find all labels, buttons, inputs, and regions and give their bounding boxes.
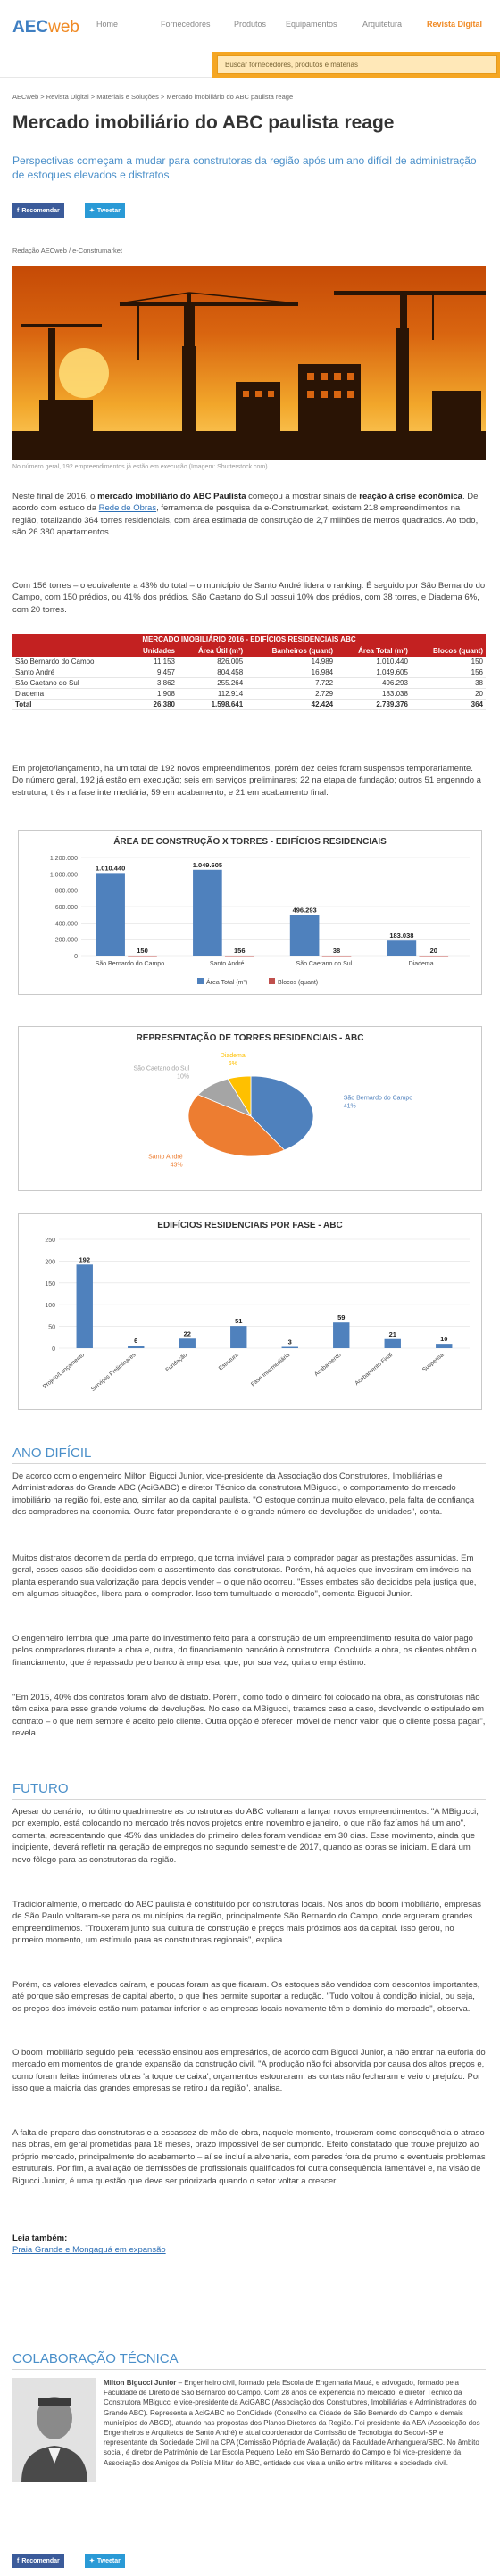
nav-item-arquitetura[interactable]: Arquitetura — [362, 20, 403, 29]
table-cell: 11.153 — [127, 657, 178, 667]
twitter-icon: ✦ — [89, 2558, 95, 2564]
table-total-row — [12, 700, 486, 710]
y-tick-label: 600.000 — [54, 905, 78, 911]
data-label: 59 — [338, 1313, 346, 1322]
data-label: 183.038 — [389, 932, 414, 940]
table-cell: 255.264 — [178, 678, 246, 689]
x-tick-label: São Bernardo do Campo — [95, 961, 165, 967]
paragraph-4: De acordo com o engenheiro Milton Bigucci Junior, vice-presidente da Associação dos Construtores, Imobiliárias e Administradoras do Grande ABC (AciGABC) e diretor Técnico da construtora MBigucci, o comportamento do mercado imobiliário na região foi, este ano, similar ao da capital paulista. "O estoque continua muito elevado, pela falta de confiança dos compradores na economia. Outro fator preponderante é o grande número de devoluções de unidades", conta. — [12, 1471, 475, 1518]
article-byline: Redação AECweb / e-Construmarket — [12, 246, 122, 254]
bar — [282, 1347, 298, 1348]
hero-construction-photo — [12, 266, 486, 460]
table-cell: São Caetano do Sul — [12, 678, 127, 689]
table-cell: São Bernardo do Campo — [12, 657, 127, 667]
x-tick-label: Fase Intermediária — [250, 1352, 292, 1388]
y-tick-label: 1.200.000 — [49, 856, 78, 862]
data-label: 21 — [388, 1329, 396, 1338]
table-title: MERCADO IMOBILIÁRIO 2016 - EDIFÍCIOS RESIDENCIAIS ABC — [12, 634, 486, 645]
table-cell: 156 — [411, 667, 486, 678]
article-lead: Perspectivas começam a mudar para construtoras da região após um ano difícil de administração de estoques elevados e distratos — [12, 154, 477, 182]
table-cell: 14.989 — [246, 657, 336, 667]
table-cell: 16.984 — [246, 667, 336, 678]
data-label: 156 — [234, 946, 246, 955]
legend-label: Blocos (quant) — [278, 980, 319, 986]
section-heading-colaboracao: COLABORAÇÃO TÉCNICA — [12, 2351, 486, 2370]
chart3-title: EDIFÍCIOS RESIDENCIAIS POR FASE - ABC — [157, 1221, 343, 1230]
slice-pct: 10% — [177, 1073, 190, 1081]
nav-item-home[interactable]: Home — [96, 20, 119, 29]
table-cell: 1.908 — [127, 689, 178, 700]
paragraph-intro: Neste final de 2016, o mercado imobiliário do ABC Paulista começou a mostrar sinais de reação à crise econômica. De acordo com estudo da Rede de Obras, ferramenta de pesquisa da e-Construmarket, existem 218 empreendimentos na região, totalizando 364 torres residenciais, com área estimada de construção de 2,7 milhões de metros quadrados. Ao todo, são 26.380 apartamentos. — [12, 492, 479, 538]
chart-buildings-by-phase — [18, 1213, 482, 1410]
table-row — [12, 689, 486, 700]
twitter-icon: ✦ — [89, 208, 95, 214]
slice-label: São Bernardo do Campo — [343, 1095, 413, 1102]
data-label: 192 — [79, 1255, 91, 1264]
bar — [436, 1344, 452, 1348]
data-label: 51 — [235, 1317, 243, 1326]
bar — [193, 870, 222, 956]
breadcrumb: AECweb > Revista Digital > Materiais e Soluções > Mercado imobiliário do ABC paulista reage — [12, 93, 294, 101]
slice-label: Santo André — [148, 1154, 183, 1161]
bar — [230, 1326, 246, 1348]
paragraph-12: A falta de preparo das construtoras e a escassez de mão de obra, naquele momento, trouxeram como consequência o atraso nas obras, em geral prometidas para 18 meses, prazo impossível de ser cumprido. Efeito constatado que trouxe prejuízo ao próprio mercado, principalmente do acabamento – aí se incluí a alvenaria, com paredes fora de prumo e eventuais problemas estruturais. Por fim, a avaliação de demissões de profissionais qualificados foi outra consequência lamentável e, na visão de Bigucci Junior, é uma questão que deve ser priorizada quando o setor voltar a crescer. — [12, 2128, 486, 2186]
table-header-cell: Banheiros (quant) — [246, 645, 336, 657]
table-header-cell — [12, 645, 127, 657]
table-cell: 112.914 — [178, 689, 246, 700]
chart1-title: ÁREA DE CONSTRUÇÃO X TORRES - EDIFÍCIOS RESIDENCIAIS — [113, 837, 387, 847]
bar — [290, 915, 320, 956]
data-label: 1.049.605 — [192, 860, 223, 869]
data-label: 38 — [332, 946, 341, 955]
table-cell: Santo André — [12, 667, 127, 678]
read-also-label: Leia também: — [12, 2233, 68, 2243]
x-tick-label: Diadema — [408, 961, 434, 967]
data-label: 20 — [429, 946, 438, 955]
table-row — [12, 657, 486, 667]
rede-de-obras-link[interactable]: Rede de Obras — [98, 503, 157, 514]
slice-pct: 6% — [228, 1061, 238, 1068]
y-tick-label: 100 — [45, 1303, 55, 1310]
nav-item-produtos[interactable]: Produtos — [234, 20, 267, 29]
y-tick-label: 150 — [45, 1280, 55, 1288]
x-tick-label: Acabamento — [313, 1352, 343, 1378]
bar — [333, 1322, 349, 1348]
bar — [179, 1338, 196, 1348]
paragraph-11: O boom imobiliário seguido pela recessão ensinou aos empresários, de acordo com Bigucci Junior, a não entrar na euforia do mercado em momentos de grande expansão da construção civil. "A produção não foi absorvida por causa dos altos preços e, como foram feitas inúmeras obras 'a toque de caixa', orçamentos estouraram, as contas não fecharam e veio o prejuízo. Por isso que a maioria das grandes empresas se retirou da região", analisa. — [12, 2048, 486, 2094]
table-cell: 1.598.641 — [178, 700, 246, 710]
chart2-title: REPRESENTAÇÃO DE TORRES RESIDENCIAIS - ABC — [136, 1033, 364, 1043]
slice-pct: 43% — [170, 1162, 183, 1169]
table-cell: 38 — [411, 678, 486, 689]
x-tick-label: São Caetano do Sul — [296, 961, 353, 967]
table-cell: 2.739.376 — [336, 700, 411, 710]
bar — [128, 956, 157, 957]
section-heading-ano-dificil: ANO DIFÍCIL — [12, 1445, 486, 1464]
x-tick-label: Serviços Preliminares — [89, 1352, 138, 1393]
legend-swatch — [197, 978, 204, 984]
table-cell: Total — [12, 700, 127, 710]
x-tick-label: Estrutura — [217, 1352, 240, 1372]
x-tick-label: Suspensa — [421, 1352, 446, 1374]
bar — [96, 873, 125, 956]
table-cell: 804.458 — [178, 667, 246, 678]
y-tick-label: 400.000 — [54, 921, 78, 928]
table-row — [12, 678, 486, 689]
photo-caption: No número geral, 192 empreendimentos já estão em execução (Imagem: Shutterstock.com) — [12, 464, 268, 470]
article-title: Mercado imobiliário do ABC paulista reage — [12, 112, 395, 133]
paragraph-9: Tradicionalmente, o mercado do ABC paulista é constituído por construtoras locais. Nos anos do boom imobiliário, empresas de São Paulo voltaram-se para os municípios da região, principalmente São Bernardo do Campo, onde ergueram grandes empreendimentos. "Trouxeram junto sua cultura de construção e preços mais próximos aos da capital. Isso gerou, no primeiro momento, um estímulo para as construtoras regionais", explica. — [12, 1900, 482, 1946]
chart-area-vs-towers — [18, 830, 482, 995]
bar — [388, 940, 417, 956]
table-cell: 150 — [411, 657, 486, 667]
table-header-cell: Área Total (m²) — [336, 645, 411, 657]
table-cell: 364 — [411, 700, 486, 710]
y-tick-label: 50 — [48, 1324, 55, 1331]
table-cell: 826.005 — [178, 657, 246, 667]
site-header — [0, 0, 500, 78]
slice-pct: 41% — [343, 1103, 356, 1110]
twitter-tweet-button-bottom[interactable]: ✦ Tweetar — [85, 2554, 125, 2568]
facebook-recommend-button[interactable]: f Recomendar — [12, 203, 64, 218]
table-cell: 20 — [411, 689, 486, 700]
facebook-recommend-button-bottom[interactable]: f Recomendar — [12, 2554, 64, 2568]
x-tick-label: Acabamento Final — [354, 1352, 395, 1387]
author-name: Milton Bigucci Junior — [104, 2379, 177, 2387]
read-also-link[interactable]: Praia Grande e Mongaguá em expansão — [12, 2245, 166, 2256]
bar — [225, 956, 254, 957]
bar — [77, 1264, 93, 1348]
table-cell: 1.010.440 — [336, 657, 411, 667]
data-label: 150 — [137, 946, 148, 955]
table-cell: 2.729 — [246, 689, 336, 700]
paragraph-10: Porém, os valores elevados caíram, e poucas foram as que ficaram. Os estoques são vendidos com descontos importantes, até porque são empresas de capital aberto, o que lhes permite suportar a redução. "Tudo voltou à condição inicial, ou seja, os preços dos imóveis estão num patamar inferior e as empresas locais novamente têm o domínio do mercado", observa. — [12, 1980, 480, 2014]
main-nav — [0, 0, 500, 52]
data-label: 3 — [288, 1338, 292, 1346]
y-tick-label: 200 — [45, 1259, 55, 1266]
facebook-icon: f — [17, 207, 20, 214]
data-label: 6 — [134, 1337, 138, 1346]
table-cell: 1.049.605 — [336, 667, 411, 678]
twitter-tweet-button[interactable]: ✦ Tweetar — [85, 203, 125, 218]
bar — [128, 1346, 144, 1348]
x-tick-label: Santo André — [209, 961, 245, 967]
paragraph-7: "Em 2015, 40% dos contratos foram alvo de distrato. Porém, como todo o dinheiro foi colocado na obra, as construtoras não têm caixa para esse grande volume de devoluções. No caso da MBigucci, tratamos caso a caso, devolvendo o estipulado em contrato – o que nem sempre é aceito pelo cliente. Outra opção é oferecer imóvel de menor valor, que o cliente possa pagar", revela. — [12, 1693, 486, 1739]
facebook-icon: f — [17, 2557, 20, 2564]
paragraph-8: Apesar do cenário, no último quadrimestre as construtoras do ABC voltaram a lançar novos empreendimentos. "A MBigucci, por exemplo, está colocando no mercado três novos projetos entre novembro e janeiro, o que não fazíamos há um ano", comenta, acrescentando que 45% das unidades do primeiro deles foram vendidas em 30 dias. Esse movimento, ainda que incipiente, deverá refletir na geração de empregos no segundo semestre de 2017, quando as obras se iniciam. É dará um novo fôlego para as construtoras da região. — [12, 1807, 479, 1865]
paragraph-phases: Em projeto/lançamento, há um total de 192 novos empreendimentos, porém dez deles foram suspensos temporariamente. Do número geral, 192 já estão em execução; seis em serviços preliminares; 22 na etapa de fundação; outros 51 engenndo a estrutura; três na fase intermediária, 59 em acabamento, e 21 em acabamento final. — [12, 764, 481, 798]
table-cell: 3.862 — [127, 678, 178, 689]
nav-item-equipamentos[interactable]: Equipamentos — [286, 20, 338, 29]
section-heading-futuro: FUTURO — [12, 1781, 486, 1800]
slice-label: Diadema — [220, 1053, 246, 1060]
data-label: 22 — [183, 1329, 191, 1338]
author-bio: Milton Bigucci Junior – Engenheiro civil, formado pela Escola de Engenharia Mauá, e advogado, formado pela Faculdade de Direito de São Bernardo do Campo. Com 28 anos de experiência no mercado, é diretor Técnico da Construtora MBigucci e vice-presidente da AciGABC (Associação dos Construtores, Imobiliárias e Administradoras do Grande ABC). Representa a AciGABC no ConCidade (Conselho da Cidade de São Bernardo do Campo e demais municípios do ABCD), atuando nas propostas dos Planos Diretores da Região. Foi presidente da AEA (Associação dos Engenheiros e Arquitetos de Santo André) e atual coordenador da Comissão de Tecnologia do Secovi-SP e representante da Sociedade Civil na CPA (Comissão Própria de Avaliação) da Faculdade Anhanguera/SBC. No âmbito social, é diretor de Patrimônio de Lar Escola Pequeno Leão em São Bernardo do Campo e foi vice-presidente da Associação dos Amigos da Polícia Militar do ABC, entidade que visa a união entre militares e sociedade civil. — [104, 2379, 480, 2467]
y-tick-label: 250 — [45, 1238, 55, 1244]
legend-label: Área Total (m²) — [206, 980, 248, 986]
nav-item-fornecedores[interactable]: Fornecedores — [161, 20, 211, 29]
data-label: 1.010.440 — [95, 864, 126, 873]
table-header-row — [12, 645, 486, 657]
search-input[interactable]: Buscar fornecedores, produtos e matérias — [217, 55, 497, 74]
data-label: 496.293 — [292, 906, 317, 915]
y-tick-label: 0 — [52, 1346, 55, 1353]
nav-item-revista-digital[interactable]: Revista Digital — [427, 20, 483, 29]
table-cell: Diadema — [12, 689, 127, 700]
table-row — [12, 667, 486, 678]
x-tick-label: Fundação — [164, 1352, 189, 1374]
paragraph-6: O engenheiro lembra que uma parte do investimento feito para a construção de um empreendimento resulta do valor pago pelos compradores durante a obra e, outra, do financiamento bancário à construtora. Concluída a obra, os clientes obtêm o financiamento, que é repassado pelo banco à empresa, que, por sua vez, quita o empréstimo. — [12, 1634, 477, 1668]
author-photo — [12, 2378, 96, 2482]
bar — [322, 956, 352, 957]
table-cell: 496.293 — [336, 678, 411, 689]
table-header-cell: Blocos (quant) — [411, 645, 486, 657]
y-tick-label: 200.000 — [54, 937, 78, 944]
y-tick-label: 800.000 — [54, 888, 78, 895]
bar — [385, 1339, 401, 1348]
table-cell: 26.380 — [127, 700, 178, 710]
table-header-cell: Área Útil (m²) — [178, 645, 246, 657]
paragraph-5: Muitos distratos decorrem da perda do emprego, que torna inviável para o comprador pagar as prestações assumidas. Em geral, esses casos são decididos com o assentimento das construtoras. Porém, há aqueles que investiram em imóveis na planta esperando sua valorização para depois vender – o que não ocorreu. "Esses embates são decididos pela justiça que, em algumas situações, libera para o comprador. Isso tem tumultuado o mercado", comenta Bigucci Junior. — [12, 1553, 477, 1600]
table-cell: 9.457 — [127, 667, 178, 678]
read-also — [12, 2232, 486, 2257]
chart-towers-pie — [18, 1026, 482, 1191]
data-label: 10 — [440, 1335, 448, 1344]
site-logo[interactable]: AECweb — [12, 18, 79, 37]
paragraph-ranking: Com 156 torres – o equivalente a 43% do total – o município de Santo André lidera o ranking. É seguido por São Bernardo do Campo, com 150 prédios, ou 41% dos prédios. São Caetano do Sul possui 10% dos prédios, com 38 torres, e Diadema 6%, com 20 torres. — [12, 581, 486, 615]
y-tick-label: 1.000.000 — [49, 872, 78, 879]
table-cell: 42.424 — [246, 700, 336, 710]
legend-swatch — [269, 978, 275, 984]
x-tick-label: Projeto/Lançamento — [41, 1352, 87, 1390]
market-data-table — [12, 634, 486, 710]
slice-label: São Caetano do Sul — [133, 1065, 190, 1073]
table-cell: 183.038 — [336, 689, 411, 700]
y-tick-label: 0 — [74, 954, 78, 960]
bar — [419, 956, 448, 957]
table-header-cell: Unidades — [127, 645, 178, 657]
table-cell: 7.722 — [246, 678, 336, 689]
